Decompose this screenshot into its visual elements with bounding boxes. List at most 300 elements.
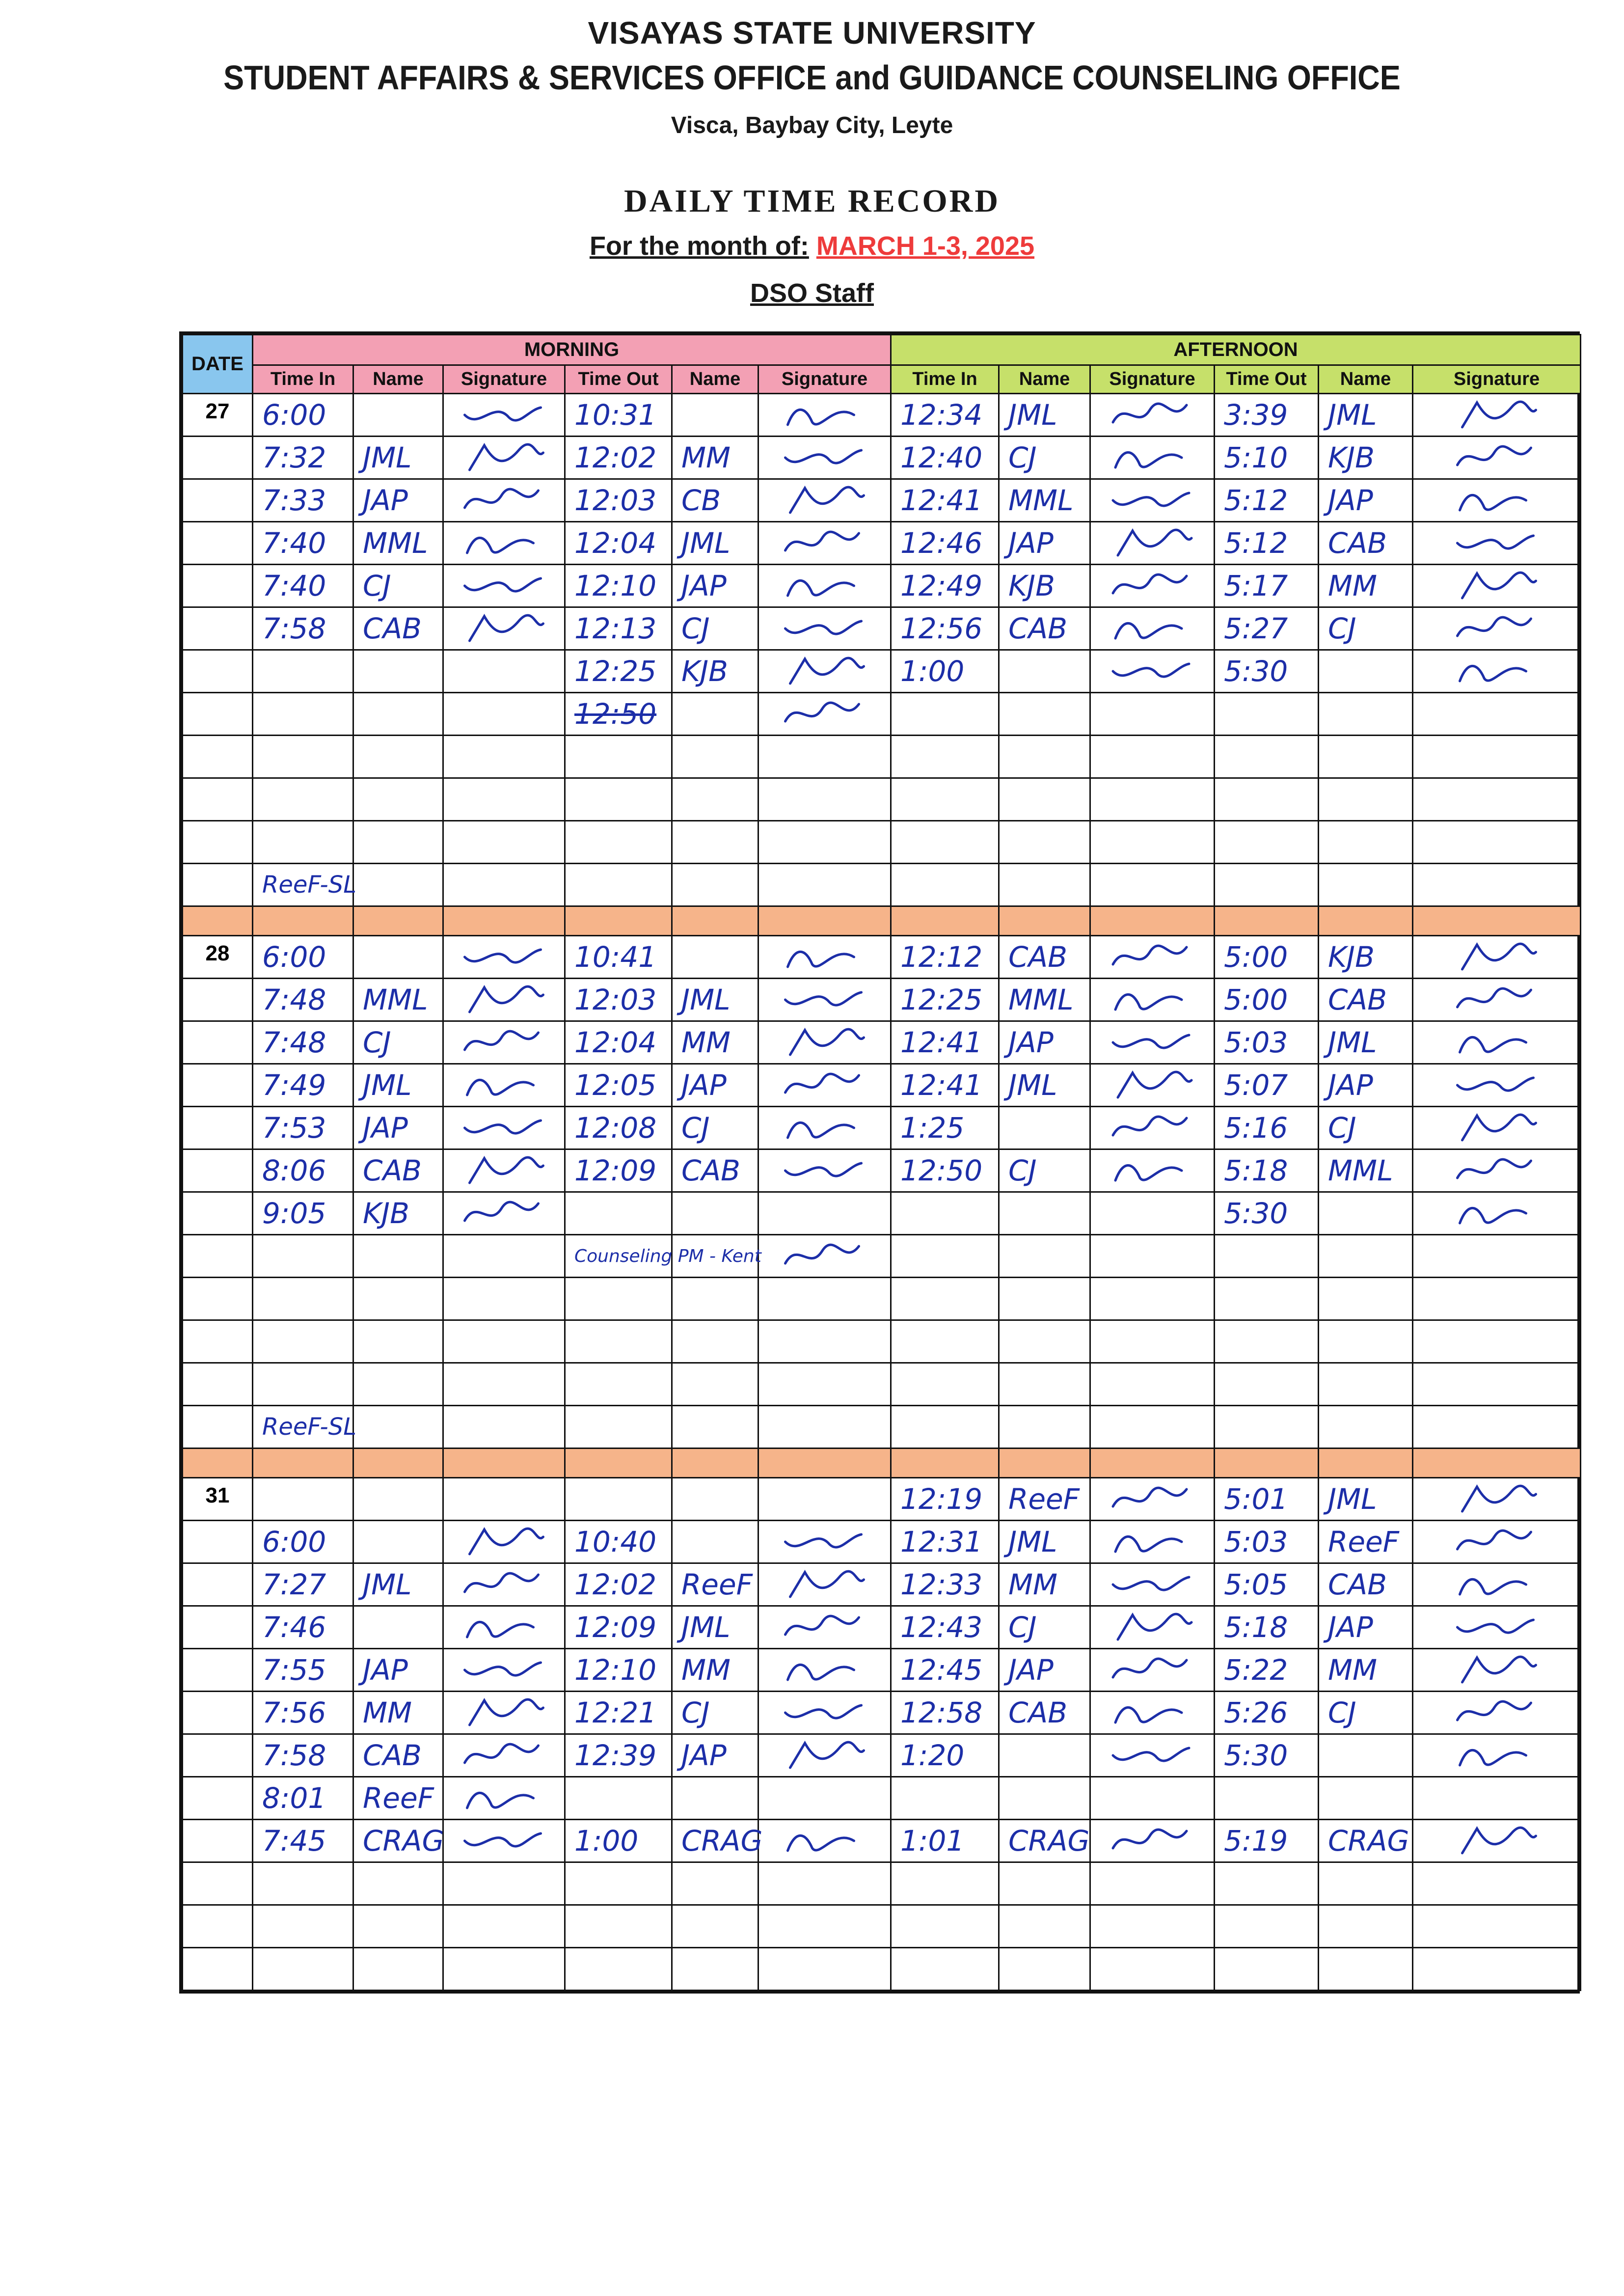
time-cell bbox=[1215, 1320, 1319, 1363]
name-cell bbox=[672, 1905, 758, 1948]
signature-cell bbox=[758, 522, 891, 565]
name-cell: MM bbox=[672, 437, 758, 479]
signature-cell bbox=[758, 1149, 891, 1192]
signature-cell bbox=[1090, 979, 1215, 1021]
name-cell: KJB bbox=[353, 1192, 443, 1235]
name-cell bbox=[353, 936, 443, 979]
signature-cell bbox=[1090, 1235, 1215, 1278]
date-cell bbox=[183, 1278, 253, 1320]
signature-cell bbox=[1413, 1021, 1581, 1064]
time-cell: 5:30 bbox=[1215, 1734, 1319, 1777]
signature-cell bbox=[758, 1021, 891, 1064]
section-separator bbox=[183, 1449, 1581, 1478]
time-cell bbox=[891, 736, 999, 778]
name-cell bbox=[672, 1777, 758, 1820]
time-cell: 6:00 bbox=[253, 394, 353, 437]
signature-cell bbox=[443, 394, 565, 437]
signature-cell bbox=[1090, 1478, 1215, 1521]
date-cell bbox=[183, 479, 253, 522]
name-cell: CRAG bbox=[1319, 1820, 1413, 1862]
separator-cell bbox=[183, 1449, 253, 1478]
time-record-table bbox=[179, 331, 1580, 1994]
date-cell bbox=[183, 1734, 253, 1777]
signature-cell bbox=[1413, 650, 1581, 693]
signature-mark bbox=[1091, 652, 1214, 691]
name-cell: JML bbox=[672, 522, 758, 565]
date-cell bbox=[183, 1149, 253, 1192]
time-cell: 12:45 bbox=[891, 1649, 999, 1692]
col-afternoon-signature-in: Signature bbox=[1090, 365, 1215, 394]
name-cell bbox=[1319, 1320, 1413, 1363]
signature-cell bbox=[1413, 1606, 1581, 1649]
signature-mark bbox=[1413, 1522, 1580, 1561]
name-cell: JML bbox=[353, 1563, 443, 1606]
signature-mark bbox=[759, 481, 890, 520]
time-cell bbox=[1215, 778, 1319, 821]
name-cell bbox=[999, 1192, 1090, 1235]
signature-cell bbox=[1090, 1563, 1215, 1606]
separator-cell bbox=[353, 1449, 443, 1478]
signature-cell bbox=[443, 437, 565, 479]
signature-cell bbox=[443, 1734, 565, 1777]
signature-mark bbox=[444, 1066, 564, 1105]
name-cell: JAP bbox=[1319, 1606, 1413, 1649]
signature-cell bbox=[443, 979, 565, 1021]
time-cell: 6:00 bbox=[253, 936, 353, 979]
signature-mark bbox=[1413, 1023, 1580, 1062]
name-cell bbox=[999, 1905, 1090, 1948]
time-cell: 7:45 bbox=[253, 1820, 353, 1862]
date-cell bbox=[183, 1320, 253, 1363]
name-cell bbox=[1319, 1777, 1413, 1820]
time-cell bbox=[253, 1363, 353, 1406]
time-cell: 7:56 bbox=[253, 1692, 353, 1734]
time-cell: 12:02 bbox=[565, 437, 672, 479]
name-cell bbox=[672, 1320, 758, 1363]
name-cell bbox=[999, 1862, 1090, 1905]
signature-cell bbox=[443, 1149, 565, 1192]
signature-cell bbox=[1090, 1692, 1215, 1734]
table-row bbox=[183, 936, 1581, 979]
separator-cell bbox=[672, 1449, 758, 1478]
time-cell: 1:00 bbox=[565, 1820, 672, 1862]
name-cell bbox=[353, 394, 443, 437]
name-cell bbox=[353, 1235, 443, 1278]
signature-cell bbox=[1090, 1606, 1215, 1649]
time-cell bbox=[253, 736, 353, 778]
time-cell: 12:33 bbox=[891, 1563, 999, 1606]
signature-cell bbox=[758, 1064, 891, 1107]
signature-cell bbox=[1413, 1064, 1581, 1107]
time-cell: 5:19 bbox=[1215, 1820, 1319, 1862]
time-cell: 12:25 bbox=[891, 979, 999, 1021]
name-cell: MM bbox=[672, 1649, 758, 1692]
signature-cell bbox=[1413, 1478, 1581, 1521]
empty-cell bbox=[891, 864, 999, 906]
date-cell bbox=[183, 1606, 253, 1649]
name-cell: JAP bbox=[999, 1021, 1090, 1064]
signature-mark bbox=[444, 1650, 564, 1690]
table-row bbox=[183, 736, 1581, 778]
morning-header: MORNING bbox=[253, 335, 891, 365]
time-cell: 12:21 bbox=[565, 1692, 672, 1734]
signature-cell bbox=[758, 1606, 891, 1649]
empty-cell bbox=[891, 1406, 999, 1449]
time-cell: 5:22 bbox=[1215, 1649, 1319, 1692]
table-row bbox=[183, 1235, 1581, 1278]
signature-cell bbox=[758, 1278, 891, 1320]
time-cell: 12:03 bbox=[565, 479, 672, 522]
name-cell: ReeF bbox=[1319, 1521, 1413, 1563]
time-cell: 5:12 bbox=[1215, 479, 1319, 522]
empty-cell bbox=[1319, 1406, 1413, 1449]
time-cell bbox=[253, 650, 353, 693]
name-cell bbox=[353, 1363, 443, 1406]
signature-mark bbox=[1091, 1023, 1214, 1062]
empty-cell bbox=[758, 1406, 891, 1449]
date-cell bbox=[183, 1021, 253, 1064]
signature-mark bbox=[1413, 1693, 1580, 1732]
signature-mark bbox=[444, 1608, 564, 1647]
time-cell: 12:08 bbox=[565, 1107, 672, 1149]
signature-cell bbox=[1413, 394, 1581, 437]
name-cell bbox=[999, 650, 1090, 693]
name-cell: CAB bbox=[999, 936, 1090, 979]
signature-mark bbox=[1091, 1066, 1214, 1105]
signature-mark bbox=[1413, 1821, 1580, 1860]
signature-cell bbox=[1413, 522, 1581, 565]
signature-cell bbox=[758, 1820, 891, 1862]
time-cell: 12:04 bbox=[565, 1021, 672, 1064]
empty-cell bbox=[1413, 864, 1581, 906]
signature-cell bbox=[1413, 1734, 1581, 1777]
signature-mark bbox=[1091, 1479, 1214, 1519]
table-row bbox=[183, 1320, 1581, 1363]
separator-cell bbox=[999, 1449, 1090, 1478]
time-cell bbox=[891, 1905, 999, 1948]
time-cell bbox=[1215, 1235, 1319, 1278]
time-cell: 9:05 bbox=[253, 1192, 353, 1235]
time-cell bbox=[1215, 693, 1319, 736]
time-cell: 10:31 bbox=[565, 394, 672, 437]
date-cell bbox=[183, 607, 253, 650]
signature-mark bbox=[1091, 1565, 1214, 1604]
name-cell: CAB bbox=[353, 1734, 443, 1777]
signature-mark bbox=[1413, 1736, 1580, 1775]
month-line bbox=[0, 231, 1624, 261]
date-cell bbox=[183, 1649, 253, 1692]
university-name: VISAYAS STATE UNIVERSITY bbox=[588, 15, 1036, 51]
time-cell bbox=[1215, 1777, 1319, 1820]
signature-cell bbox=[443, 936, 565, 979]
col-afternoon-time-in: Time In bbox=[891, 365, 999, 394]
name-cell bbox=[353, 1905, 443, 1948]
signature-mark bbox=[759, 652, 890, 691]
empty-cell bbox=[891, 1948, 999, 1991]
time-cell bbox=[565, 1278, 672, 1320]
name-cell bbox=[672, 1363, 758, 1406]
time-cell bbox=[253, 1278, 353, 1320]
time-cell bbox=[891, 778, 999, 821]
table-row bbox=[183, 1192, 1581, 1235]
signature-cell bbox=[758, 1478, 891, 1521]
signature-cell bbox=[1090, 479, 1215, 522]
signature-cell bbox=[1090, 1862, 1215, 1905]
name-cell bbox=[353, 1278, 443, 1320]
signature-cell bbox=[1090, 1777, 1215, 1820]
time-cell bbox=[891, 693, 999, 736]
signature-mark bbox=[1091, 523, 1214, 563]
signature-mark bbox=[1413, 1108, 1580, 1148]
col-afternoon-time-out: Time Out bbox=[1215, 365, 1319, 394]
time-cell bbox=[891, 1777, 999, 1820]
name-cell bbox=[353, 1862, 443, 1905]
time-cell: 12:56 bbox=[891, 607, 999, 650]
time-cell: 5:03 bbox=[1215, 1021, 1319, 1064]
signature-mark bbox=[444, 1693, 564, 1732]
name-cell bbox=[353, 693, 443, 736]
table-row bbox=[183, 1563, 1581, 1606]
month-label: For the month of: bbox=[589, 231, 809, 261]
time-cell: 12:12 bbox=[891, 936, 999, 979]
name-cell bbox=[1319, 693, 1413, 736]
time-cell: 12:58 bbox=[891, 1692, 999, 1734]
time-cell bbox=[253, 821, 353, 864]
signature-cell bbox=[758, 821, 891, 864]
empty-cell bbox=[1319, 1948, 1413, 1991]
time-cell bbox=[253, 693, 353, 736]
signature-cell bbox=[1413, 979, 1581, 1021]
table-row bbox=[183, 1064, 1581, 1107]
time-cell bbox=[565, 1478, 672, 1521]
empty-cell bbox=[443, 1406, 565, 1449]
separator-cell bbox=[1319, 906, 1413, 936]
signature-cell bbox=[1413, 1363, 1581, 1406]
signature-mark bbox=[759, 1565, 890, 1604]
name-cell bbox=[999, 1777, 1090, 1820]
date-cell bbox=[183, 522, 253, 565]
time-cell: 12:04 bbox=[565, 522, 672, 565]
table-row bbox=[183, 979, 1581, 1021]
signature-cell bbox=[1413, 1692, 1581, 1734]
name-cell: JML bbox=[1319, 1478, 1413, 1521]
time-cell bbox=[253, 1478, 353, 1521]
name-cell: CJ bbox=[1319, 1107, 1413, 1149]
signature-cell bbox=[1413, 1820, 1581, 1862]
signature-mark bbox=[444, 1151, 564, 1190]
table-row bbox=[183, 821, 1581, 864]
name-cell: MM bbox=[999, 1563, 1090, 1606]
signature-cell bbox=[1413, 1107, 1581, 1149]
name-cell bbox=[1319, 1278, 1413, 1320]
signature-cell bbox=[443, 522, 565, 565]
name-cell: JML bbox=[999, 394, 1090, 437]
signature-mark bbox=[1413, 1608, 1580, 1647]
separator-cell bbox=[758, 906, 891, 936]
name-cell bbox=[1319, 1192, 1413, 1235]
signature-mark bbox=[1413, 1479, 1580, 1519]
name-cell: KJB bbox=[1319, 936, 1413, 979]
signature-cell bbox=[1090, 1820, 1215, 1862]
empty-cell bbox=[443, 864, 565, 906]
name-cell: JML bbox=[999, 1064, 1090, 1107]
signature-cell bbox=[1090, 607, 1215, 650]
time-cell: 3:39 bbox=[1215, 394, 1319, 437]
signature-cell bbox=[1090, 565, 1215, 607]
month-value: MARCH 1-3, 2025 bbox=[816, 231, 1035, 261]
signature-cell bbox=[443, 1478, 565, 1521]
signature-cell bbox=[758, 979, 891, 1021]
empty-cell bbox=[565, 864, 672, 906]
signature-cell bbox=[1090, 1149, 1215, 1192]
name-cell bbox=[999, 821, 1090, 864]
leave-note: ReeF-SL bbox=[253, 1406, 353, 1449]
time-cell: 12:09 bbox=[565, 1606, 672, 1649]
signature-cell bbox=[1090, 1278, 1215, 1320]
empty-cell bbox=[1090, 1406, 1215, 1449]
signature-cell bbox=[1413, 607, 1581, 650]
signature-cell bbox=[1413, 1278, 1581, 1320]
signature-mark bbox=[759, 438, 890, 477]
name-cell: MML bbox=[999, 979, 1090, 1021]
name-cell bbox=[672, 1521, 758, 1563]
table-row bbox=[183, 565, 1581, 607]
time-cell: Counseling PM - Kent bbox=[565, 1235, 672, 1278]
name-cell bbox=[672, 778, 758, 821]
separator-cell bbox=[253, 1449, 353, 1478]
signature-mark bbox=[1413, 523, 1580, 563]
name-cell bbox=[353, 821, 443, 864]
signature-cell bbox=[1090, 693, 1215, 736]
name-cell bbox=[672, 936, 758, 979]
signature-cell bbox=[443, 821, 565, 864]
signature-cell bbox=[1413, 1320, 1581, 1363]
signature-cell bbox=[443, 1064, 565, 1107]
name-cell: JAP bbox=[353, 1649, 443, 1692]
name-cell: ReeF bbox=[353, 1777, 443, 1820]
time-cell: 12:50 bbox=[891, 1149, 999, 1192]
signature-cell bbox=[1090, 1064, 1215, 1107]
signature-mark bbox=[759, 1650, 890, 1690]
signature-cell bbox=[758, 1649, 891, 1692]
col-morning-name-in: Name bbox=[353, 365, 443, 394]
signature-mark bbox=[1413, 438, 1580, 477]
signature-mark bbox=[444, 1194, 564, 1233]
empty-cell bbox=[758, 1948, 891, 1991]
empty-cell bbox=[672, 864, 758, 906]
name-cell: CJ bbox=[353, 565, 443, 607]
time-cell bbox=[891, 1320, 999, 1363]
name-cell: JAP bbox=[999, 522, 1090, 565]
separator-cell bbox=[565, 1449, 672, 1478]
separator-cell bbox=[443, 1449, 565, 1478]
name-cell bbox=[999, 1320, 1090, 1363]
signature-cell bbox=[443, 778, 565, 821]
staff-label: DSO Staff bbox=[750, 278, 874, 308]
separator-cell bbox=[1319, 1449, 1413, 1478]
signature-cell bbox=[1090, 936, 1215, 979]
signature-cell bbox=[443, 1021, 565, 1064]
table-row bbox=[183, 1905, 1581, 1948]
col-morning-signature-out: Signature bbox=[758, 365, 891, 394]
name-cell bbox=[1319, 1905, 1413, 1948]
signature-cell bbox=[1413, 479, 1581, 522]
signature-cell bbox=[443, 1192, 565, 1235]
date-cell bbox=[183, 1820, 253, 1862]
signature-mark bbox=[444, 566, 564, 605]
name-cell bbox=[1319, 736, 1413, 778]
signature-cell bbox=[443, 1820, 565, 1862]
time-cell bbox=[565, 821, 672, 864]
signature-cell bbox=[758, 936, 891, 979]
signature-mark bbox=[444, 980, 564, 1019]
table-row bbox=[183, 1606, 1581, 1649]
signature-cell bbox=[1090, 1363, 1215, 1406]
signature-cell bbox=[1413, 1235, 1581, 1278]
time-cell: 12:34 bbox=[891, 394, 999, 437]
signature-mark bbox=[444, 1522, 564, 1561]
time-cell: 12:05 bbox=[565, 1064, 672, 1107]
separator-cell bbox=[565, 906, 672, 936]
signature-cell bbox=[443, 1278, 565, 1320]
signature-cell bbox=[443, 1107, 565, 1149]
signature-cell bbox=[758, 1363, 891, 1406]
name-cell bbox=[672, 1192, 758, 1235]
signature-mark bbox=[1091, 1151, 1214, 1190]
table-row bbox=[183, 394, 1581, 437]
signature-cell bbox=[1413, 1149, 1581, 1192]
time-cell bbox=[253, 1235, 353, 1278]
time-cell bbox=[565, 1363, 672, 1406]
signature-cell bbox=[1090, 394, 1215, 437]
signature-mark bbox=[1413, 609, 1580, 648]
empty-cell bbox=[1413, 1406, 1581, 1449]
name-cell: CB bbox=[672, 479, 758, 522]
name-cell bbox=[999, 693, 1090, 736]
signature-mark bbox=[1091, 937, 1214, 977]
time-cell: 12:10 bbox=[565, 565, 672, 607]
empty-cell bbox=[353, 1406, 443, 1449]
office-name: STUDENT AFFAIRS & SERVICES OFFICE and GUIDANCE COUNSELING OFFICE bbox=[223, 58, 1401, 97]
signature-mark bbox=[444, 523, 564, 563]
leave-note: ReeF-SL bbox=[253, 864, 353, 906]
signature-cell bbox=[758, 607, 891, 650]
time-cell: 5:18 bbox=[1215, 1149, 1319, 1192]
time-cell: 12:41 bbox=[891, 1021, 999, 1064]
separator-cell bbox=[1215, 1449, 1319, 1478]
signature-mark bbox=[759, 566, 890, 605]
date-cell: 28 bbox=[183, 936, 253, 979]
name-cell bbox=[999, 1235, 1090, 1278]
signature-mark bbox=[1091, 980, 1214, 1019]
signature-cell bbox=[443, 1692, 565, 1734]
signature-mark bbox=[1413, 481, 1580, 520]
empty-cell bbox=[353, 1948, 443, 1991]
time-cell: 7:48 bbox=[253, 979, 353, 1021]
name-cell: JAP bbox=[353, 1107, 443, 1149]
signature-cell bbox=[443, 565, 565, 607]
time-cell: 12:09 bbox=[565, 1149, 672, 1192]
note-row bbox=[183, 1948, 1581, 1991]
date-cell bbox=[183, 864, 253, 906]
time-cell: 5:05 bbox=[1215, 1563, 1319, 1606]
signature-mark bbox=[444, 438, 564, 477]
name-cell: CAB bbox=[999, 1692, 1090, 1734]
table-row bbox=[183, 693, 1581, 736]
empty-cell bbox=[565, 1406, 672, 1449]
date-cell bbox=[183, 1064, 253, 1107]
date-cell bbox=[183, 693, 253, 736]
